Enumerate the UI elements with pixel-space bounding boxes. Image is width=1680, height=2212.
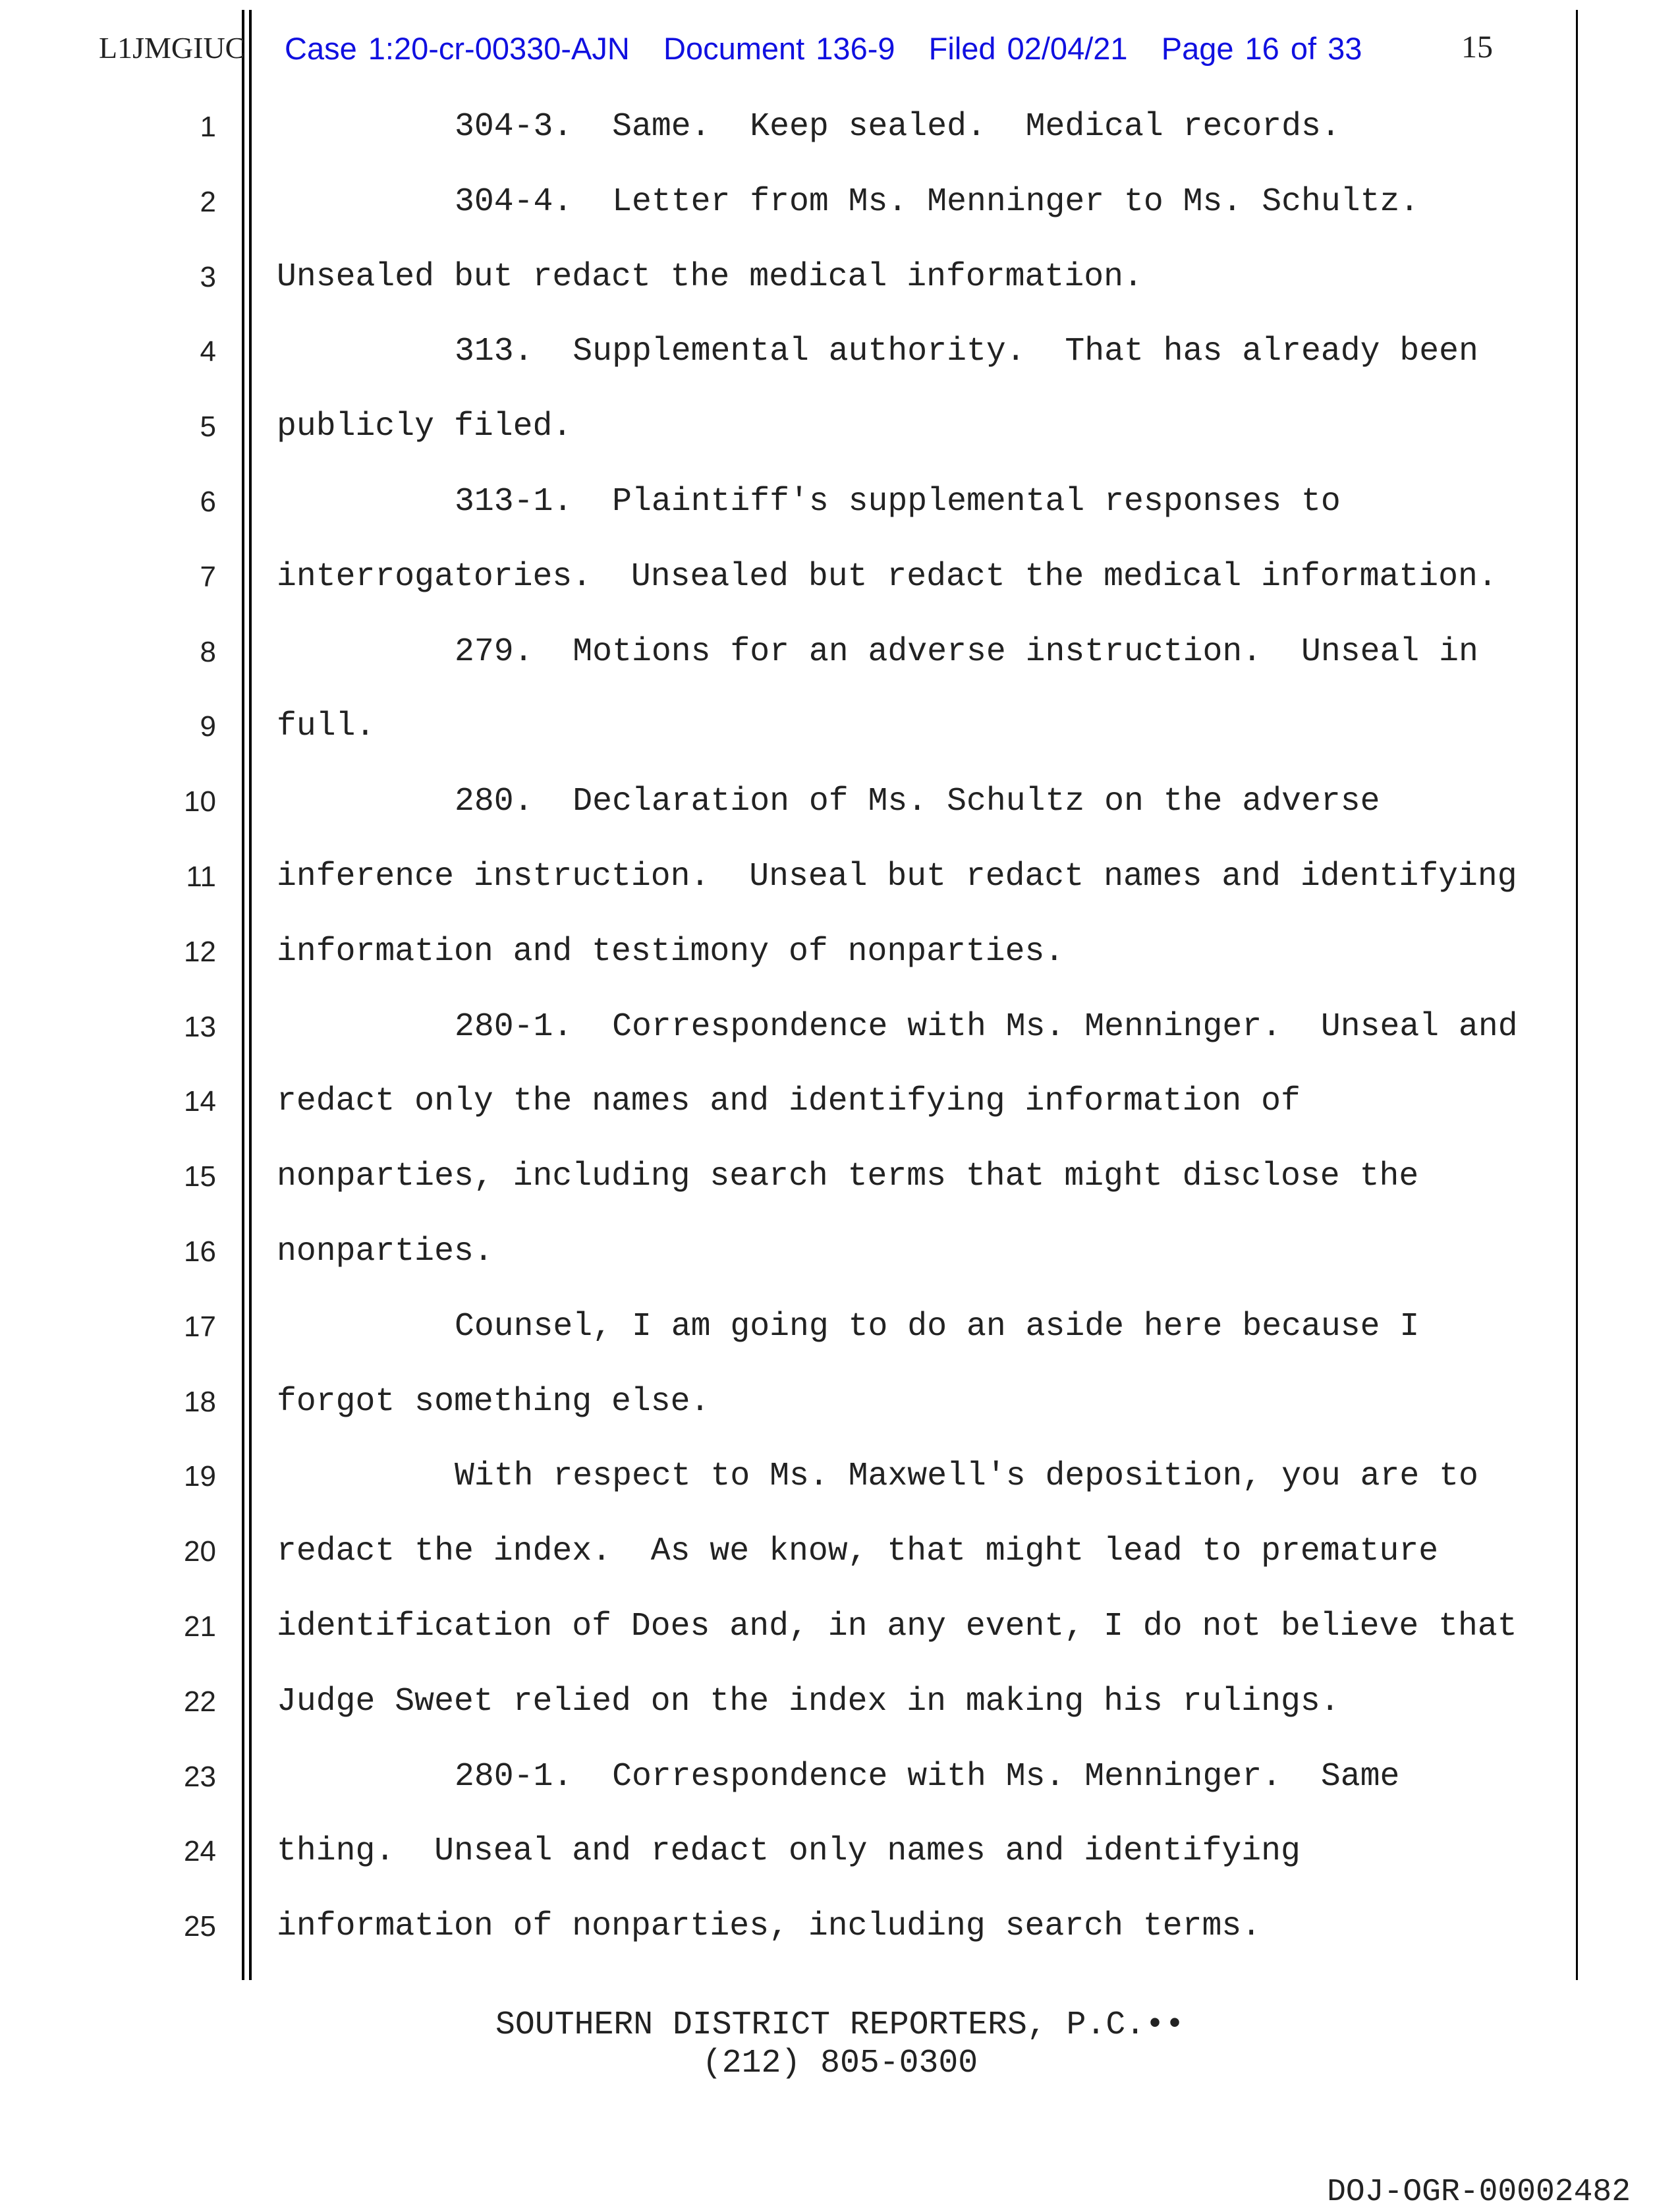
line-number: 22 xyxy=(184,1685,216,1718)
line-number: 15 xyxy=(184,1160,216,1193)
line-number: 2 xyxy=(200,185,216,218)
transcript-line: thing. Unseal and redact only names and identifying xyxy=(277,1832,1301,1870)
line-number: 10 xyxy=(184,785,216,818)
page-number: 15 xyxy=(1461,30,1493,65)
transcript-line: information and testimony of nonparties. xyxy=(277,932,1065,970)
line-number: 3 xyxy=(200,260,216,293)
line-number: 9 xyxy=(200,710,216,743)
transcript-line: 313. Supplemental authority. That has already been xyxy=(455,333,1478,370)
line-number: 12 xyxy=(184,935,216,968)
line-number: 5 xyxy=(200,411,216,443)
transcript-line: publicly filed. xyxy=(277,408,573,445)
line-number: 19 xyxy=(184,1460,216,1493)
transcript-code: L1JMGIUC xyxy=(99,31,246,65)
transcript-line: nonparties, including search terms that might disclose the xyxy=(277,1158,1419,1195)
transcript-line: redact only the names and identifying information of xyxy=(277,1083,1301,1120)
transcript-line: full. xyxy=(277,708,376,745)
transcript-line: interrogatories. Unsealed but redact the medical information. xyxy=(277,557,1498,595)
line-number: 14 xyxy=(184,1085,216,1118)
transcript-line: Unsealed but redact the medical information. xyxy=(277,258,1143,295)
line-number: 20 xyxy=(184,1535,216,1568)
transcript-line: 304-3. Same. Keep sealed. Medical records. xyxy=(455,108,1341,145)
line-number: 13 xyxy=(184,1010,216,1043)
line-number: 4 xyxy=(200,335,216,368)
transcript-line: forgot something else. xyxy=(277,1382,710,1420)
court-filing-stamp: Case 1:20-cr-00330-AJN Document 136-9 Filed 02/04/21 Page 16 of 33 xyxy=(285,31,1362,66)
right-border xyxy=(1576,10,1578,1980)
transcript-line: information of nonparties, including search terms. xyxy=(277,1908,1262,1945)
transcript-line: 280-1. Correspondence with Ms. Menninger. Unseal and xyxy=(455,1007,1518,1045)
transcript-line: 304-4. Letter from Ms. Menninger to Ms. Schultz. xyxy=(455,183,1420,220)
transcript-line: 280. Declaration of Ms. Schultz on the adverse xyxy=(455,783,1380,820)
line-number: 7 xyxy=(200,560,216,593)
bates-number: DOJ-OGR-00002482 xyxy=(1327,2174,1631,2210)
line-number: 24 xyxy=(184,1835,216,1868)
line-number: 17 xyxy=(184,1310,216,1343)
line-number: 16 xyxy=(184,1235,216,1268)
line-number: 23 xyxy=(184,1760,216,1793)
transcript-line: 280-1. Correspondence with Ms. Menninger. Same xyxy=(455,1757,1400,1795)
transcript-line: identification of Does and, in any event, I do not believe that xyxy=(277,1608,1517,1645)
transcript-line: With respect to Ms. Maxwell's deposition, you are to xyxy=(455,1458,1478,1495)
left-border-inner xyxy=(249,10,252,1980)
footer-phone: (212) 805-0300 xyxy=(702,2045,978,2082)
line-number: 25 xyxy=(184,1910,216,1943)
transcript-line: 313-1. Plaintiff's supplemental responses to xyxy=(455,483,1341,520)
left-border-outer xyxy=(242,10,244,1980)
line-number: 6 xyxy=(200,486,216,518)
transcript-line: redact the index. As we know, that might lead to premature xyxy=(277,1533,1439,1570)
line-number: 8 xyxy=(200,635,216,668)
line-number: 1 xyxy=(200,111,216,143)
transcript-line: inference instruction. Unseal but redact names and identifying xyxy=(277,858,1517,895)
transcript-line: Judge Sweet relied on the index in making his rulings. xyxy=(277,1682,1340,1720)
transcript-line: 279. Motions for an adverse instruction. Unseal in xyxy=(455,633,1478,670)
line-number: 18 xyxy=(184,1385,216,1418)
transcript-line: nonparties. xyxy=(277,1233,493,1270)
line-number: 11 xyxy=(186,861,216,893)
footer-reporter: SOUTHERN DISTRICT REPORTERS, P.C.•• xyxy=(495,2006,1185,2043)
transcript-line: Counsel, I am going to do an aside here because I xyxy=(455,1307,1420,1345)
line-number: 21 xyxy=(184,1610,216,1643)
